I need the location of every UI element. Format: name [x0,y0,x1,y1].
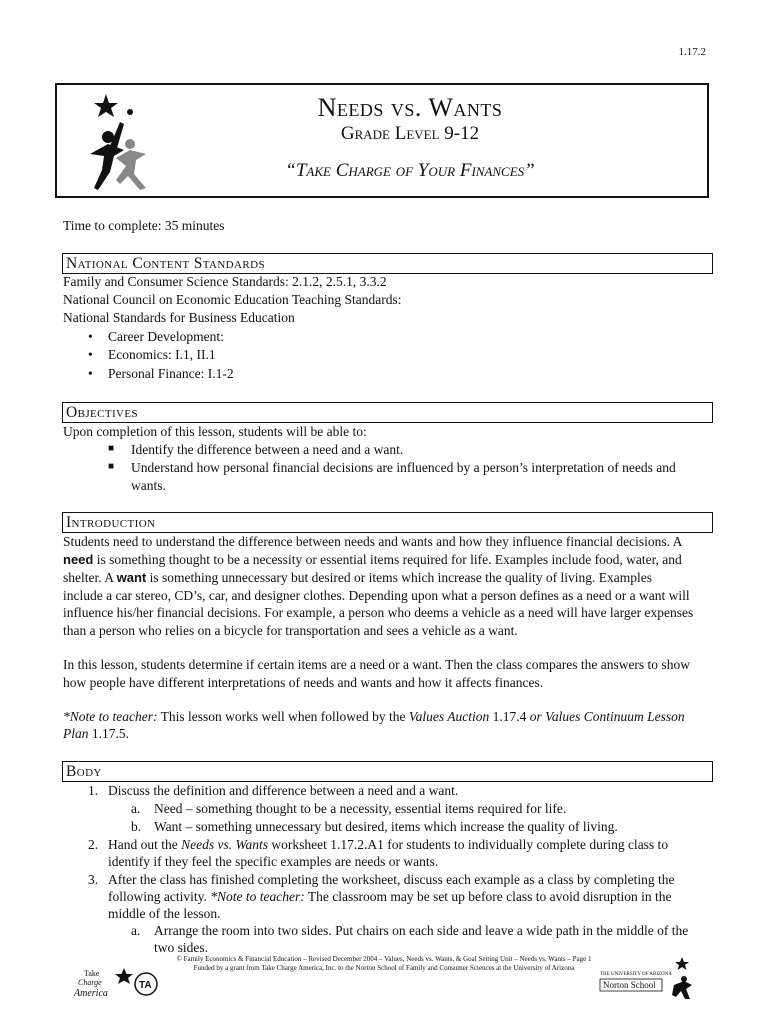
star-figures-logo-icon [84,92,152,192]
section-heading-introduction: Introduction [62,512,713,533]
list-item-cont: identify if they feel the specific examples are needs or wants. [108,854,439,869]
list-subitem: Need – something thought to be a necessity, essential items required for life. [154,801,567,816]
tagline: “Take Charge of Your Finances” [285,160,535,181]
list-number: 2. [88,837,99,852]
page-number: 1.17.2 [678,46,706,58]
objective-item-cont: wants. [131,478,166,493]
objective-item: Identify the difference between a need and a want. [131,442,404,457]
standards-line: National Council on Economic Education Teaching Standards: [63,292,402,307]
intro-text: include a car stereo, CD’s, car, and designer clothes. Depending upon what a person defines as a need or a want will [63,588,690,603]
intro-text: Students need to understand the difference between needs and wants and how they influence financial decisions. A [63,534,683,549]
list-letter: b. [131,819,142,834]
list-item: Hand out the Needs vs. Wants worksheet 1.17.2.A1 for students to individually complete during class to [108,837,669,852]
svg-text:America: America [74,988,108,999]
list-number: 1. [88,783,99,798]
standards-bullet: Personal Finance: I.1-2 [108,366,234,381]
list-number: 3. [88,872,99,887]
objective-item: Understand how personal financial decisions are influenced by a person’s interpretation of needs and [131,460,676,475]
teacher-note: *Note to teacher: This lesson works well when followed by the Values Auction 1.17.4 or Values Continuum Lesson [63,709,685,724]
footer-copyright: © Family Economics & Financial Education – Revised December 2004 – Values, Needs vs. Wants, & Goal Setting Unit – Needs vs. Wants – Page 1 [176,955,592,963]
take-charge-america-logo [72,966,162,1000]
list-subitem: Want – something unnecessary but desired, items which increase the quality of living. [154,819,618,834]
section-heading-standards: National Content Standards [62,253,713,274]
svg-text:TA: TA [139,980,152,991]
page-title: Needs vs. Wants [317,93,503,122]
standards-line: Family and Consumer Science Standards: 2.1.2, 2.5.1, 3.3.2 [63,274,387,289]
intro-text: than a person who relies on a bicycle for transportation and sees a vehicle as a want. [63,623,518,638]
bullet-dot-icon: • [88,347,93,362]
square-bullet-icon: ■ [108,443,115,454]
intro-text: how people have different interpretations of needs and wants and how it affects finances. [63,675,544,690]
section-heading-body: Body [62,761,713,782]
svg-text:Charge: Charge [78,978,102,987]
teacher-note: Plan 1.17.5. [63,726,129,741]
footer-funding: Funded by a grant from Take Charge America, Inc. to the Norton School of Family and Consumer Sciences at the University of Arizona [193,964,575,972]
want-keyword: want [116,570,147,585]
standards-line: National Standards for Business Education [63,310,295,325]
svg-text:THE UNIVERSITY OF ARIZONA: THE UNIVERSITY OF ARIZONA [600,972,672,977]
grade-level: Grade Level 9-12 [340,123,480,144]
norton-school-logo [596,955,696,1000]
list-subitem-cont: two sides. [154,940,208,955]
time-to-complete: Time to complete: 35 minutes [63,218,225,233]
list-item: After the class has finished completing the worksheet, discuss each example as a class by completing the [108,872,675,887]
bullet-dot-icon: • [88,329,93,344]
list-item-cont: following activity. *Note to teacher: The classroom may be set up before class to avoid disruption in the [108,889,672,904]
bullet-dot-icon: • [88,366,93,381]
intro-text: influence his/her financial decisions. For example, a person who deems a vehicle as a need will have larger expenses [63,605,694,620]
intro-text: shelter. A want is something unnecessary but desired or items which increase the quality of living. Examples [63,570,653,585]
intro-text: In this lesson, students determine if certain items are a need or a want. Then the class compares the answers to show [63,657,690,672]
list-subitem: Arrange the room into two sides. Put chairs on each side and leave a wide path in the middle of the [154,923,689,938]
section-heading-objectives: Objectives [62,402,713,423]
list-item: Discuss the definition and difference between a need and a want. [108,783,459,798]
list-item-cont: middle of the lesson. [108,906,221,921]
standards-bullet: Economics: I.1, II.1 [108,347,216,362]
need-keyword: need [63,552,94,567]
svg-text:Take: Take [84,969,100,978]
square-bullet-icon: ■ [108,461,115,472]
list-letter: a. [131,801,141,816]
standards-bullet: Career Development: [108,329,224,344]
list-letter: a. [131,923,141,938]
svg-text:Norton School: Norton School [603,980,656,990]
intro-text: need is something thought to be a necessity or essential items required for life. Examples include food, water, and [63,552,682,567]
objectives-intro: Upon completion of this lesson, students will be able to: [63,424,367,439]
